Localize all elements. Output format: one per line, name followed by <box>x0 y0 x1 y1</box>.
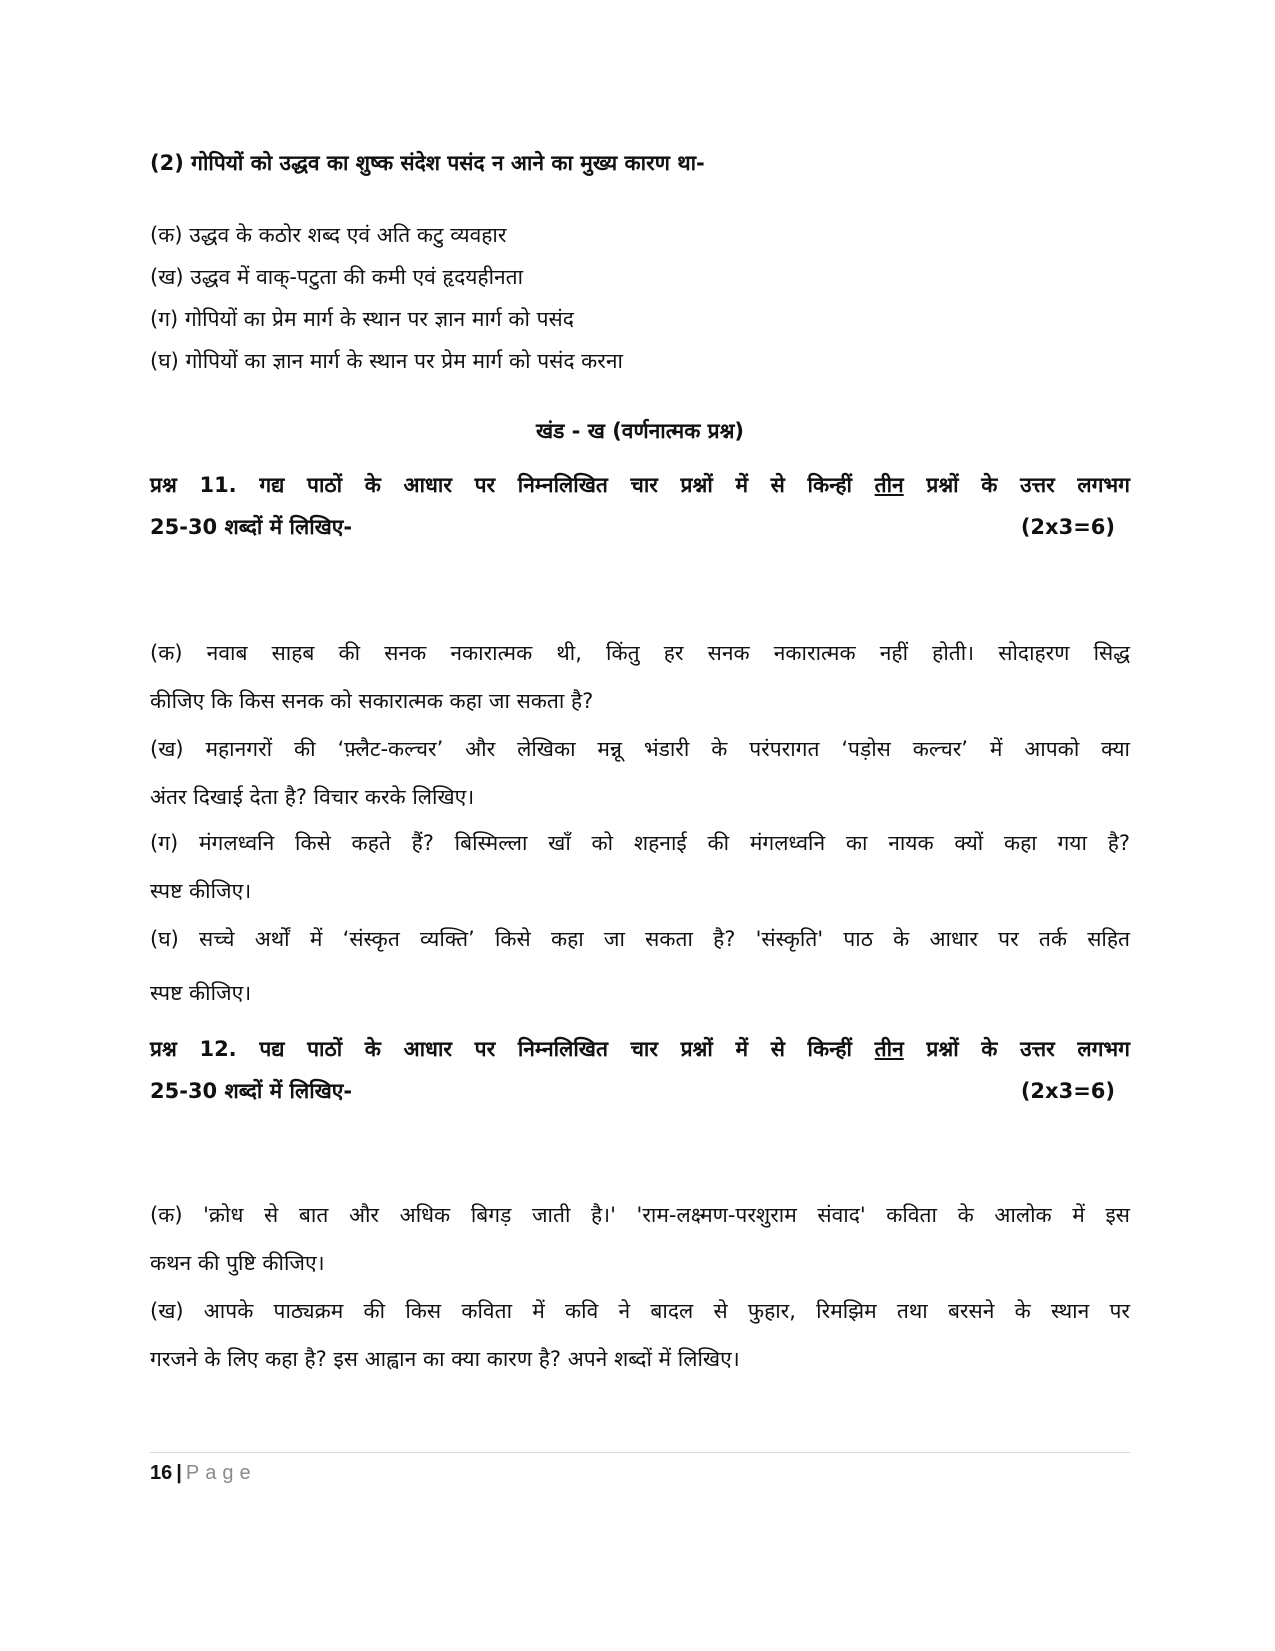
q12-part-ka-line2: कथन की पुष्टि कीजिए। <box>150 1251 325 1275</box>
q12-part-kha-line1: (ख) आपके पाठ्यक्रम की किस कविता में कवि ने बादल से फुहार, रिमझिम तथा बरसने के स्थान पर <box>150 1299 1130 1323</box>
q12-marks: (2x3=6) <box>1020 1079 1115 1103</box>
footer-separator: | <box>176 1462 182 1484</box>
q11-marks: (2x3=6) <box>1020 515 1115 539</box>
option-gha: (घ) गोपियों का ज्ञान मार्ग के स्थान पर प्रेम मार्ग को पसंद करना <box>150 349 623 373</box>
q11-text-post: प्रश्नों के उत्तर लगभग <box>903 473 1130 497</box>
question-12-line2 <box>150 1076 1115 1106</box>
question-11-line1 <box>150 470 1130 500</box>
q12-word-limit: 25-30 शब्दों में लिखिए- <box>150 1079 353 1103</box>
q12-underlined-word: तीन <box>874 1037 904 1061</box>
q12-text-post: प्रश्नों के उत्तर लगभग <box>903 1037 1130 1061</box>
q11-part-ka-line1: (क) नवाब साहब की सनक नकारात्मक थी, किंतु हर सनक नकारात्मक नहीं होती। सोदाहरण सिद्ध <box>150 641 1130 665</box>
option-kha: (ख) उद्धव में वाक्-पटुता की कमी एवं हृदयहीनता <box>150 265 524 289</box>
q11-part-ga-line2: स्पष्ट कीजिए। <box>150 879 252 903</box>
q11-part-ga-line1: (ग) मंगलध्वनि किसे कहते हैं? बिस्मिल्ला खाँ को शहनाई की मंगलध्वनि का नायक क्यों कहा गया है? <box>150 831 1130 855</box>
q11-part-kha-line1: (ख) महानगरों की ‘फ़्लैट-कल्चर’ और लेखिका मन्नू भंडारी के परंपरागत ‘पड़ोस कल्चर’ में आपको क्या <box>150 737 1130 761</box>
question-11-line2 <box>150 512 1115 542</box>
page-number: 16 <box>150 1462 173 1484</box>
q11-text-pre: प्रश्न 11. गद्य पाठों के आधार पर निम्नलिखित चार प्रश्नों में से किन्हीं <box>150 473 875 497</box>
page-label: Page <box>185 1462 257 1484</box>
q11-word-limit: 25-30 शब्दों में लिखिए- <box>150 515 353 539</box>
section-heading: खंड - ख (वर्णनात्मक प्रश्न) <box>535 419 745 443</box>
q11-part-gha-line1: (घ) सच्चे अर्थों में ‘संस्कृत व्यक्ति’ किसे कहा जा सकता है? 'संस्कृति' पाठ के आधार पर तर्क सहित <box>150 927 1130 951</box>
q11-underlined-word: तीन <box>874 473 904 497</box>
q12-part-ka-line1: (क) 'क्रोध से बात और अधिक बिगड़ जाती है।' 'राम-लक्ष्मण-परशुराम संवाद' कविता के आलोक में इस <box>150 1203 1130 1227</box>
option-ga: (ग) गोपियों का प्रेम मार्ग के स्थान पर ज्ञान मार्ग को पसंद <box>150 307 574 331</box>
q12-part-kha-line2: गरजने के लिए कहा है? इस आह्वान का क्या कारण है? अपने शब्दों में लिखिए। <box>150 1347 740 1371</box>
option-ka: (क) उद्धव के कठोर शब्द एवं अति कटु व्यवहार <box>150 223 507 247</box>
q11-part-ka-line2: कीजिए कि किस सनक को सकारात्मक कहा जा सकता है? <box>150 689 594 713</box>
question-2-stem: (2) गोपियों को उद्धव का शुष्क संदेश पसंद न आने का मुख्य कारण था- <box>150 151 705 175</box>
q12-text-pre: प्रश्न 12. पद्य पाठों के आधार पर निम्नलिखित चार प्रश्नों में से किन्हीं <box>150 1037 875 1061</box>
question-12-line1 <box>150 1034 1130 1064</box>
footer-divider <box>150 1452 1130 1453</box>
q11-part-gha-line2: स्पष्ट कीजिए। <box>150 981 252 1005</box>
q11-part-kha-line2: अंतर दिखाई देता है? विचार करके लिखिए। <box>150 785 475 809</box>
page-footer <box>150 1458 257 1488</box>
